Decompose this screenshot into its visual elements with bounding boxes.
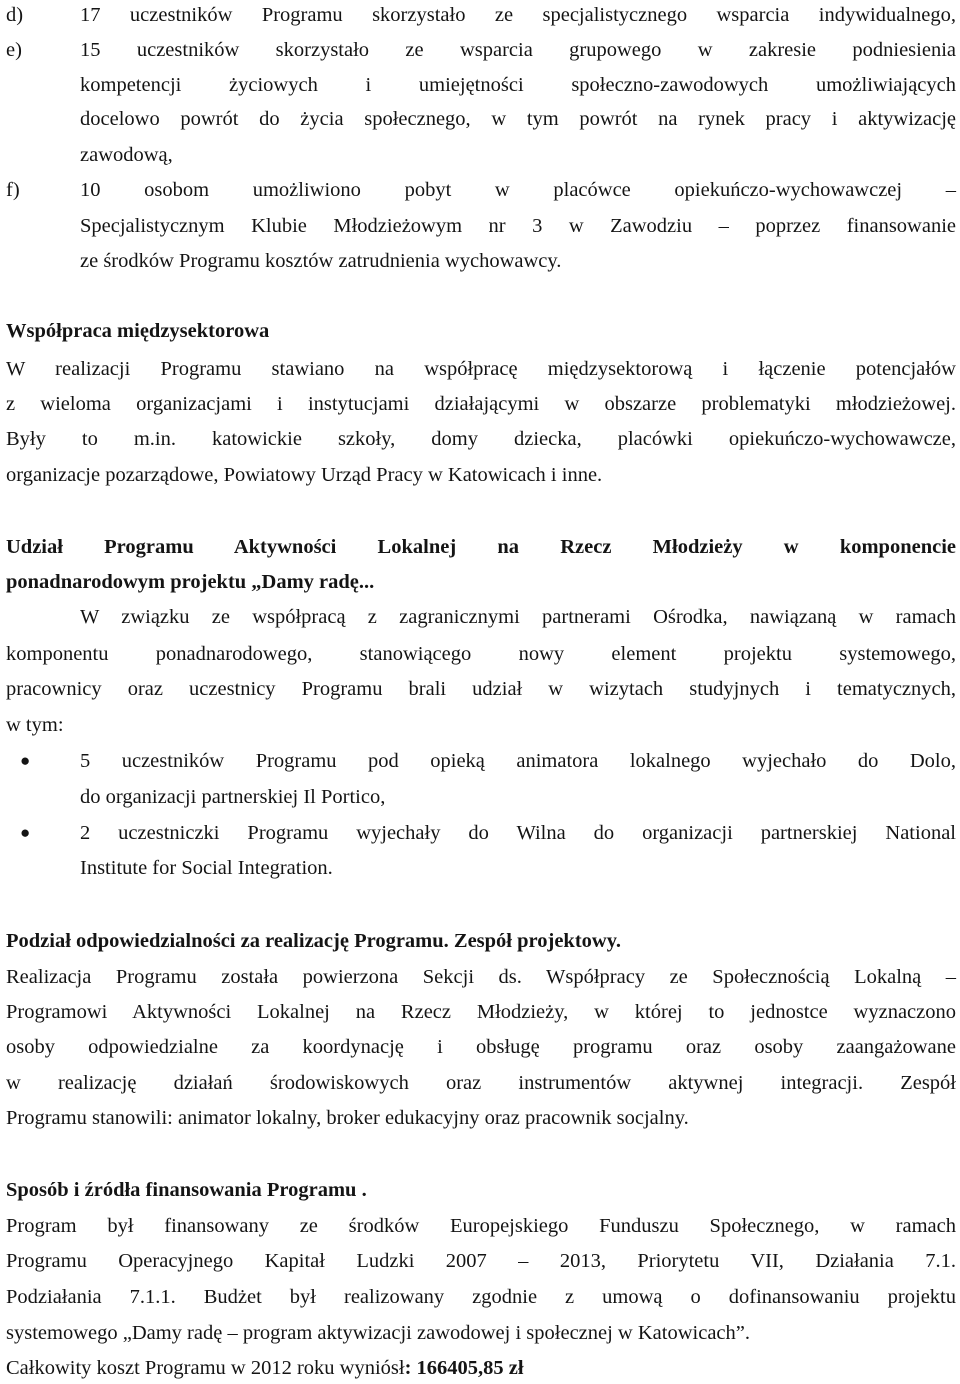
list-item-e-line-1: 15 uczestników skorzystało ze wsparcia grupowego w zakresie podniesienia bbox=[80, 39, 956, 61]
funding-line-3: Podziałania 7.1.1. Budżet był realizowany zgodnie z umową o dofinansowaniu projektu bbox=[6, 1286, 956, 1308]
international-line-1: W związku ze współpracą z zagranicznymi partnerami Ośrodka, nawiązaną w ramach bbox=[80, 606, 956, 628]
list-label-e: e) bbox=[6, 39, 22, 61]
funding-line-2: Programu Operacyjnego Kapitał Ludzki 2007 – 2013, Priorytetu VII, Działania 7.1. bbox=[6, 1250, 956, 1272]
funding-line-1: Program był finansowany ze środków Europejskiego Funduszu Społecznego, w ramach bbox=[6, 1215, 956, 1237]
cooperation-line-4: organizacje pozarządowe, Powiatowy Urząd Pracy w Katowicach i inne. bbox=[6, 464, 603, 486]
total-cost-line bbox=[6, 1353, 956, 1383]
international-line-2: komponentu ponadnarodowego, stanowiącego nowy element projektu systemowego, bbox=[6, 643, 956, 665]
responsibility-line-2: Programowi Aktywności Lokalnej na Rzecz Młodzieży, w której to jednostce wyznaczono bbox=[6, 1001, 956, 1023]
heading-responsibility: Podział odpowiedzialności za realizację Programu. Zespół projektowy. bbox=[6, 930, 621, 952]
responsibility-line-4: w realizację działań środowiskowych oraz instrumentów aktywnej integracji. Zespół bbox=[6, 1072, 956, 1094]
list-item-e-line-3: docelowo powrót do życia społecznego, w tym powrót na rynek pracy i aktywizację bbox=[80, 108, 956, 130]
list-item-f-line-2: Specjalistycznym Klubie Młodzieżowym nr 3 w Zawodziu – poprzez finansowanie bbox=[80, 215, 956, 237]
cooperation-line-3: Były to m.in. katowickie szkoły, domy dziecka, placówki opiekuńczo-wychowawcze, bbox=[6, 428, 956, 450]
list-item-f-line-1: 10 osobom umożliwiono pobyt w placówce opiekuńczo-wychowawczej – bbox=[80, 179, 956, 201]
heading-international-line-1: Udział Programu Aktywności Lokalnej na Rzecz Młodzieży w komponencie bbox=[6, 536, 956, 558]
heading-international-line-2: ponadnarodowym projektu „Damy radę... bbox=[6, 571, 375, 593]
cooperation-line-2: z wieloma organizacjami i instytucjami działającymi w obszarze problematyki młodzieżowej. bbox=[6, 393, 956, 415]
list-label-d: d) bbox=[6, 4, 24, 26]
total-cost-label: Całkowity koszt Programu w 2012 roku wyniósł bbox=[6, 1357, 405, 1379]
heading-cooperation: Współpraca międzysektorowa bbox=[6, 320, 270, 342]
responsibility-line-5: Programu stanowili: animator lokalny, broker edukacyjny oraz pracownik socjalny. bbox=[6, 1107, 689, 1129]
list-item-e-line-2: kompetencji życiowych i umiejętności społeczno-zawodowych umożliwiających bbox=[80, 74, 956, 96]
responsibility-line-3: osoby odpowiedzialne za koordynację i obsługę programu oraz osoby zaangażowane bbox=[6, 1036, 956, 1058]
responsibility-line-1: Realizacja Programu została powierzona Sekcji ds. Współpracy ze Społecznością Lokalną – bbox=[6, 966, 956, 988]
list-label-f: f) bbox=[6, 179, 20, 201]
bullet-icon: ● bbox=[20, 751, 31, 770]
international-line-4: w tym: bbox=[6, 714, 64, 736]
international-line-3: pracownicy oraz uczestnicy Programu brali udział w wizytach studyjnych i tematycznych, bbox=[6, 678, 956, 700]
bullet-2-line-1: 2 uczestniczki Programu wyjechały do Wilna do organizacji partnerskiej National bbox=[80, 822, 956, 844]
total-cost-amount: 166405,85 zł bbox=[416, 1357, 524, 1379]
bullet-1-line-2: do organizacji partnerskiej Il Portico, bbox=[80, 786, 386, 808]
heading-funding: Sposób i źródła finansowania Programu . bbox=[6, 1179, 367, 1201]
funding-line-4: systemowego „Damy radę – program aktywizacji zawodowej i społecznej w Katowicach”. bbox=[6, 1322, 750, 1344]
bullet-2-line-2: Institute for Social Integration. bbox=[80, 857, 333, 879]
total-cost-colon: : bbox=[404, 1357, 412, 1379]
list-item-e-line-4: zawodową, bbox=[80, 144, 173, 166]
bullet-icon: ● bbox=[20, 823, 31, 842]
bullet-1-line-1: 5 uczestników Programu pod opieką animatora lokalnego wyjechało do Dolo, bbox=[80, 750, 956, 772]
list-item-f-line-3: ze środków Programu kosztów zatrudnienia wychowawcy. bbox=[80, 250, 562, 272]
list-item-d-line-1: 17 uczestników Programu skorzystało ze specjalistycznego wsparcia indywidualnego, bbox=[80, 4, 956, 26]
cooperation-line-1: W realizacji Programu stawiano na współpracę międzysektorową i łączenie potencjałów bbox=[6, 358, 956, 380]
